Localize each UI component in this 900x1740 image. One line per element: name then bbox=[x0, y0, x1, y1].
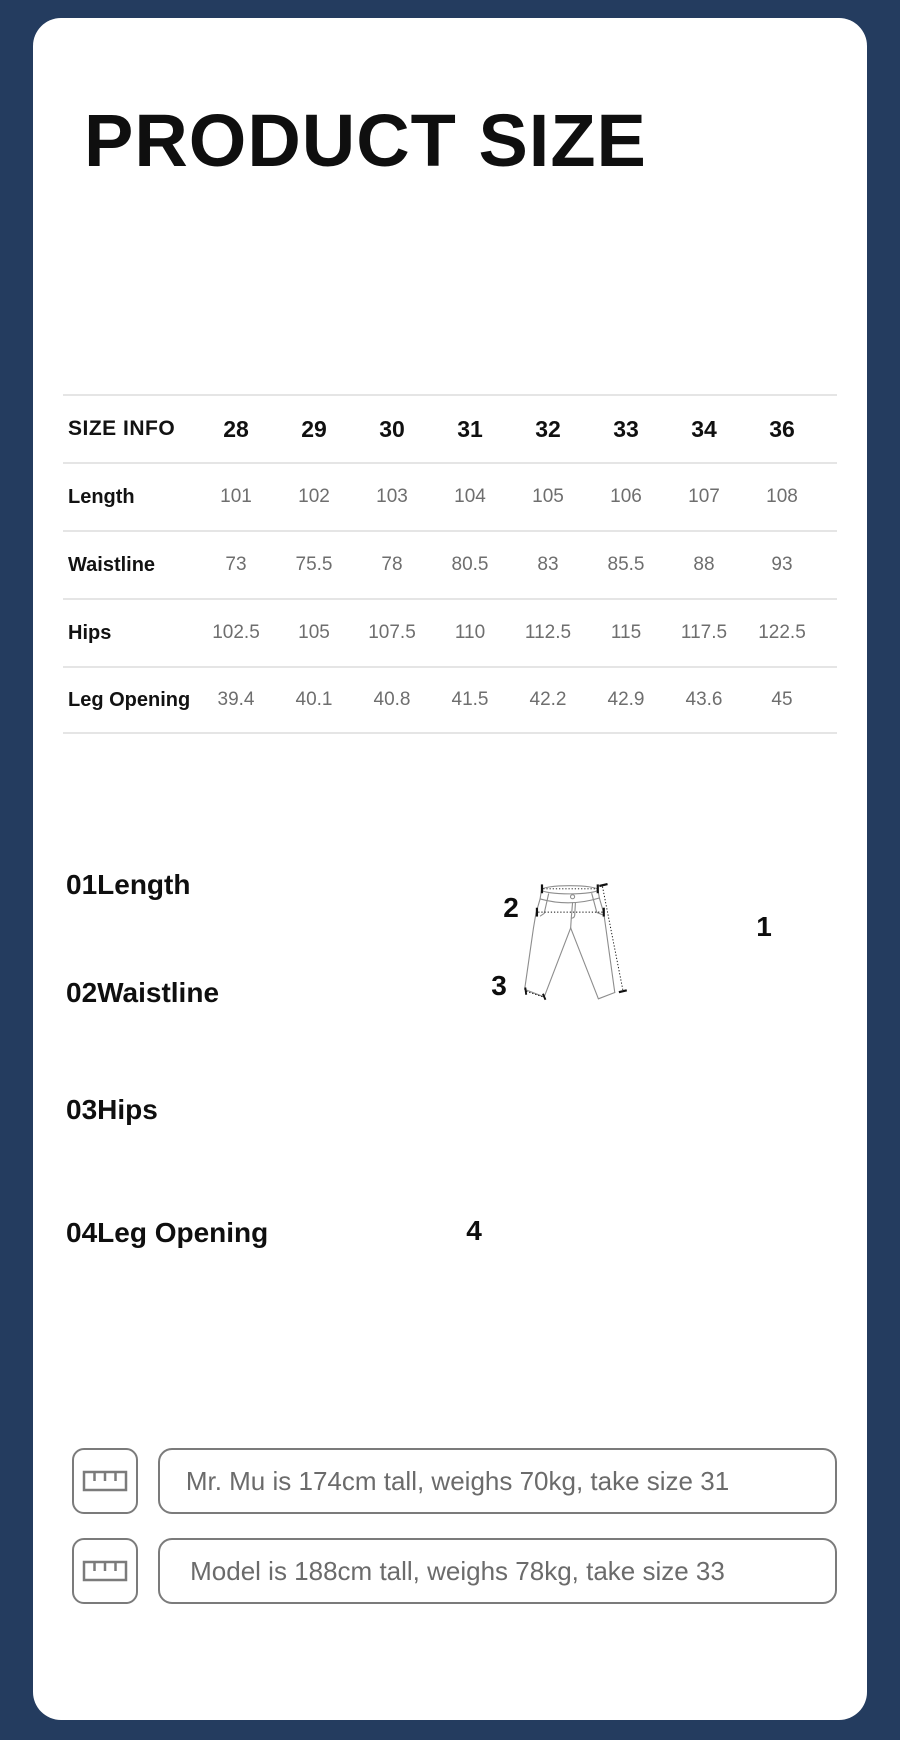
cell: 78 bbox=[381, 554, 403, 575]
cell: 103 bbox=[376, 486, 408, 507]
legend-leg-opening: 04Leg Opening bbox=[66, 1217, 269, 1248]
row-label: Waistline bbox=[68, 553, 156, 576]
model-note-text: Model is 188cm tall, weighs 78kg, take size 33 bbox=[190, 1555, 725, 1586]
cell: 107.5 bbox=[368, 622, 416, 643]
cell: 83 bbox=[537, 554, 559, 575]
model-note-1 bbox=[158, 1448, 837, 1514]
product-size-card bbox=[33, 18, 867, 1720]
legend-hips: 03Hips bbox=[66, 1094, 158, 1125]
size-col-header: 29 bbox=[301, 415, 327, 442]
ruler-icon bbox=[82, 1559, 128, 1583]
cell: 105 bbox=[532, 486, 564, 507]
cell: 115 bbox=[610, 622, 642, 643]
ruler-icon-box bbox=[72, 1448, 138, 1514]
cell: 102 bbox=[298, 486, 330, 507]
cell: 106 bbox=[610, 486, 642, 507]
size-col-header: 34 bbox=[691, 415, 717, 442]
cell: 43.6 bbox=[685, 689, 723, 710]
pants-outline bbox=[525, 886, 615, 999]
cell: 45 bbox=[771, 689, 793, 710]
pants-diagram bbox=[440, 880, 840, 1285]
cell: 40.8 bbox=[373, 689, 411, 710]
cell: 80.5 bbox=[451, 554, 489, 575]
model-note-text: Mr. Mu is 174cm tall, weighs 70kg, take size 31 bbox=[185, 1465, 730, 1496]
model-note-2 bbox=[158, 1538, 837, 1604]
size-col-header: 28 bbox=[223, 415, 249, 442]
row-label: Hips bbox=[68, 621, 112, 644]
callout-waistline: 2 bbox=[503, 892, 519, 923]
cell: 117.5 bbox=[680, 622, 728, 643]
table-row-waistline bbox=[63, 530, 837, 598]
size-col-header: 31 bbox=[457, 415, 483, 442]
callout-length: 1 bbox=[756, 911, 772, 942]
cell: 104 bbox=[454, 486, 486, 507]
size-table bbox=[63, 394, 837, 734]
cell: 110 bbox=[454, 622, 486, 643]
row-label: Length bbox=[68, 485, 135, 508]
legend-length: 01Length bbox=[66, 869, 191, 900]
cell: 122.5 bbox=[758, 622, 806, 643]
cell: 107 bbox=[688, 486, 720, 507]
ruler-icon-box bbox=[72, 1538, 138, 1604]
size-col-header: 33 bbox=[613, 415, 639, 442]
cell: 75.5 bbox=[295, 554, 333, 575]
table-row-leg-opening bbox=[63, 666, 837, 734]
cell: 101 bbox=[220, 486, 252, 507]
cell: 40.1 bbox=[295, 689, 333, 710]
table-row-hips bbox=[63, 598, 837, 666]
cell: 42.9 bbox=[607, 689, 645, 710]
ruler-icon bbox=[82, 1469, 128, 1493]
size-col-header: 30 bbox=[379, 415, 405, 442]
cell: 42.2 bbox=[529, 689, 567, 710]
cell: 112.5 bbox=[524, 622, 572, 643]
cell: 105 bbox=[298, 622, 330, 643]
cell: 41.5 bbox=[451, 689, 489, 710]
cell: 39.4 bbox=[217, 689, 255, 710]
cell: 73 bbox=[225, 554, 247, 575]
size-col-header: 32 bbox=[535, 415, 561, 442]
cell: 93 bbox=[771, 554, 793, 575]
callout-leg-opening: 4 bbox=[466, 1215, 482, 1246]
size-table-header-row bbox=[63, 394, 837, 462]
page-title: PRODUCT SIZE bbox=[84, 99, 647, 182]
cell: 85.5 bbox=[607, 554, 645, 575]
table-row-length bbox=[63, 462, 837, 530]
cell: 102.5 bbox=[212, 622, 260, 643]
cell: 108 bbox=[766, 486, 798, 507]
size-info-header: SIZE INFO bbox=[68, 417, 176, 440]
legend-waistline: 02Waistline bbox=[66, 977, 220, 1008]
callout-hips: 3 bbox=[491, 970, 507, 1001]
cell: 88 bbox=[693, 554, 715, 575]
size-col-header: 36 bbox=[769, 415, 795, 442]
row-label: Leg Opening bbox=[68, 688, 191, 711]
